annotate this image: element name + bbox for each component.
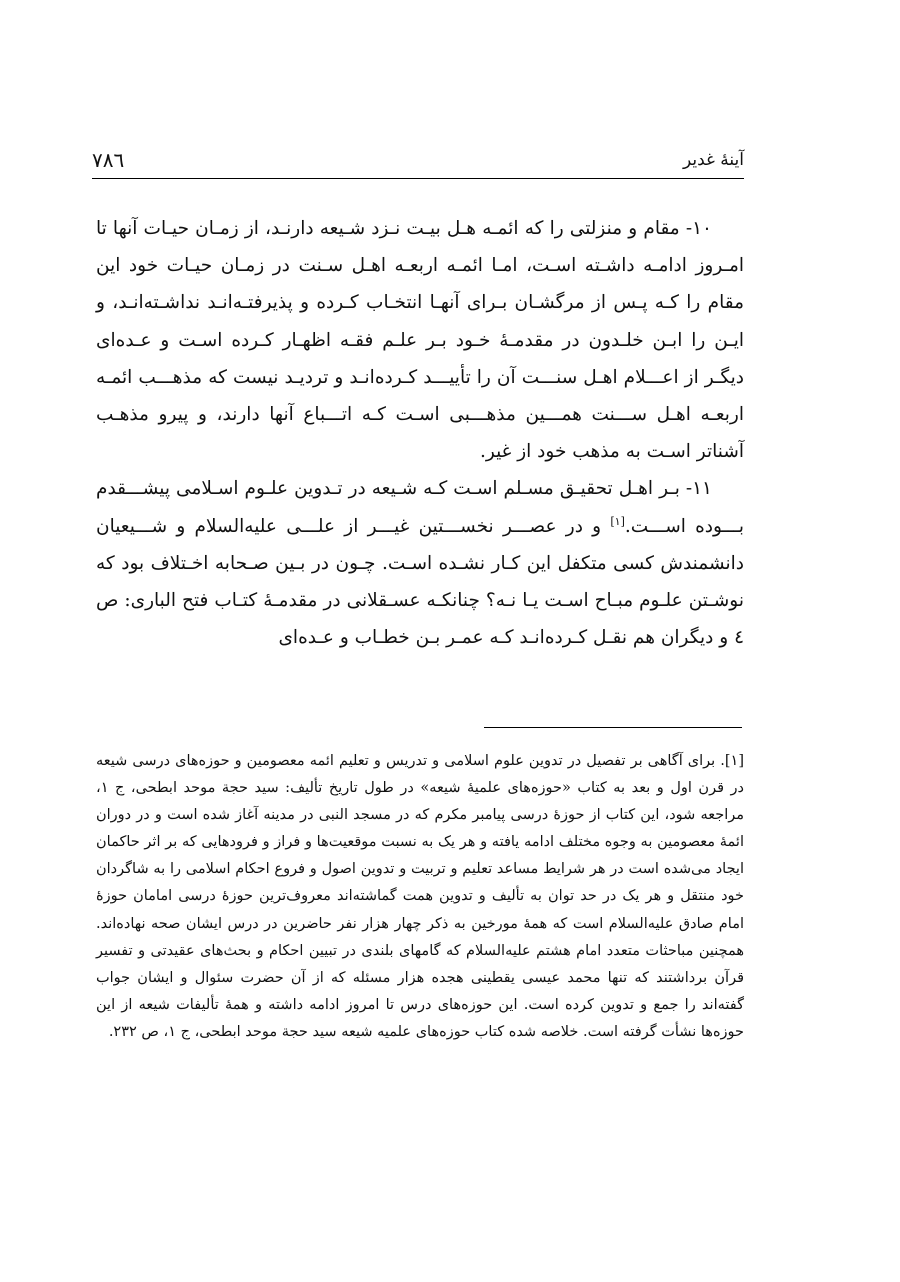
paragraph-11 xyxy=(96,470,744,656)
paragraph-11-start: ۱۱- بـر اهـل تحقیـق مسـلم اسـت کـه شـیعه در تـدوین علـوم اسـلامی پیشـــقدم بـــوده اســـت. xyxy=(96,478,744,537)
paragraph-10: ۱۰- مقام و منزلتی را که ائمـه هـل بیـت نـزد شـیعه دارنـد، از زمـان حیـات آنها تا امـروز ادامـه داشـته اسـت، امـا ائمـه اربعـه اهـل سـنت در زمـان حیـات خود این مقام را کـه پـس از مرگشـان بـرای آنهـا انتخـاب کـرده و پذیرفتـه‌انـد نداشـته‌انـد، و ایـن را ابـن خلـدون در مقدمـۀ خـود بـر علـم فقـه اظهـار کـرده اسـت و عـده‌ای دیگـر از اعـــلام اهـل سنـــت آن را تأییـــد کـرده‌انـد و تردیـد نیست که مذهـــب ائمـه اربعـه اهـل ســـنت همـــین مذهـــبی اسـت کـه اتـــباع آنها دارند، و پیرو مذهـب آشناتر اسـت به مذهب خود از غیر. xyxy=(96,218,744,463)
running-title: آینۀ غدیر xyxy=(682,150,744,170)
main-text xyxy=(96,210,744,656)
footnote-divider xyxy=(484,727,742,728)
footnote-1: [۱]. برای آگاهی بر تفصیل در تدوین علوم اسلامی و تدریس و تعلیم ائمه معصومین و حوزه‌های درسی شیعه در قرن اول و بعد به کتاب «حوزه‌های علمیۀ شیعه» در طول تاریخ تألیف: سید حجة موحد ابطحی، ج ۱، مراجعه شود، این کتاب از حوزۀ درسی پیامبر مکرم که در مسجد النبی در مدینه آغاز شده است و در دوران ائمۀ معصومین به وجوه مختلف ادامه یافته و هر یک به نسبت موقعیت‌ها و فراز و فرودهایی که بر اثر حاکمان ایجاد می‌شده است در هر شرایط مساعد تعلیم و تربیت و تدوین اصول و فروع احکام اسلامی را به شاگردان خود منتقل و هر یک در حد توان به تألیف و تدوین همت گماشته‌اند معروف‌ترین حوزۀ درسی امامان حوزۀ امام صادق علیه‌السلام است که همۀ مورخین به ذکر چهار هزار نفر حاضرین در درس ایشان صحه نهاده‌اند. همچنین مباحثات متعدد امام هشتم علیه‌السلام که گامهای بلندی در تبیین احکام و بحث‌های عقیدتی و تفسیر قرآن برداشتند که تنها محمد عیسی یقطینی هجده هزار مسئله که از آن حضرت سئوال و ایشان جواب گفته‌اند را جمع و تدوین کرده است. این حوزه‌های درس تا امروز ادامه داشته و همۀ تألیفات شیعه از این حوزه‌ها نشأت گرفته است. خلاصه شده کتاب حوزه‌های علمیه شیعه سید حجة موحد ابطحی، ج ۱، ص ۲۳۲. xyxy=(96,753,744,1040)
page-number: ۷۸٦ xyxy=(92,148,125,172)
paragraph-11-rest: و در عصـــر نخســـتین غیـــر از علـــی علیه‌السلام و شـــیعیان دانشمندش کسی متکفل این کـار نشـده اسـت. چـون در بـین صـحابه اخـتلاف بود که نوشـتن علـوم مبـاح اسـت یـا نـه؟ چنانکـه عسـقلانی در مقدمـۀ کتـاب فتح الباری: ص ٤ و دیگران هم نقـل کـرده‌انـد کـه عمـر بـن خطـاب و عـده‌ای xyxy=(96,515,744,649)
page-header xyxy=(92,146,744,179)
footnote-reference[interactable]: [۱] xyxy=(610,514,625,528)
